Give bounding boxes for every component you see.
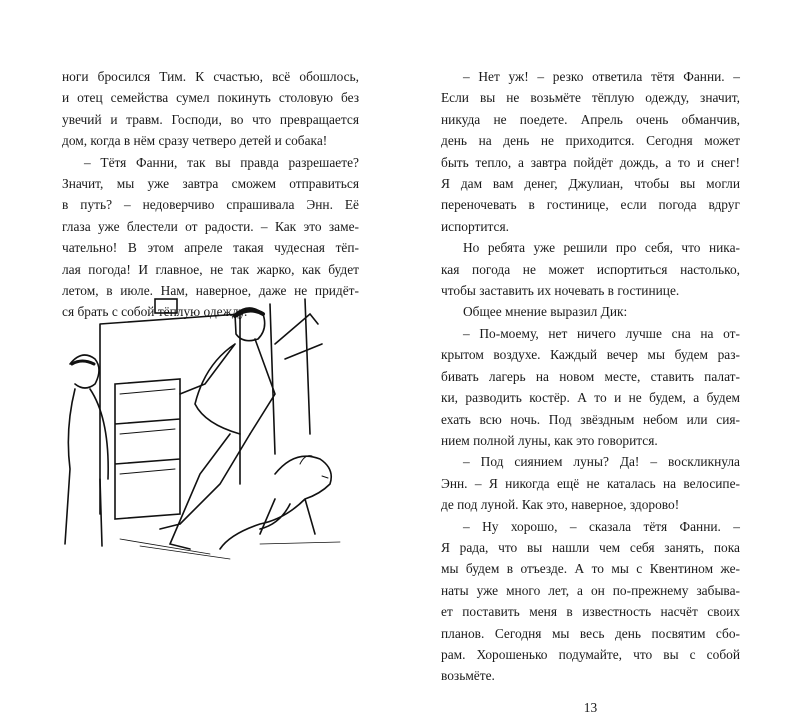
text-line: ноги бросился Тим. К счастью, всё обошлось, (62, 69, 359, 84)
page-number: 13 (583, 699, 598, 715)
text-line: мы будем в отъезде. А то мы с Квентином же- (441, 561, 740, 577)
right-page-text (441, 66, 740, 687)
text-line: быть тепло, а завтра пойдёт дождь, а то и снег! (441, 154, 740, 170)
man-body (180, 339, 275, 434)
text-line: Если вы не возьмёте тёплую одежду, значит, (441, 90, 740, 106)
text-line: испортится. (441, 218, 509, 234)
paragraph (62, 66, 359, 152)
text-line: никуда не поедете. Апрель очень обманчив, (441, 111, 740, 127)
text-line: чательно! В этом апреле такая чудесная тёп- (62, 240, 359, 256)
door-sign (155, 299, 177, 313)
man-hair (235, 310, 263, 316)
paragraph (441, 66, 740, 237)
boy-hair (72, 361, 94, 364)
text-line: Я дам вам денег, Джулиан, чтобы вы могли (441, 176, 740, 192)
text-line: – Тётя Фанни, так вы правда разрешаете? (84, 154, 359, 170)
text-line: кая погода не может испортиться настолько, (441, 261, 740, 277)
text-line: ет поставить меня в известность насчёт своих (441, 604, 740, 620)
text-line: в путь? – недоверчиво спрашивала Энн. Её (62, 197, 359, 213)
text-line: бивать лагерь на новом месте, ставить палат- (441, 368, 740, 384)
floor-hatching (120, 539, 340, 559)
dog-figure (220, 456, 331, 549)
text-line: планов. Сегодня мы весь день посвятим сбо- (441, 625, 740, 641)
text-line: Значит, мы уже завтра сможем отправиться (62, 176, 359, 192)
text-line: возьмёте. (441, 668, 495, 684)
text-line: наты уже много лет, а он по-прежнему забыва- (441, 582, 740, 598)
text-line: лая погода! И главное, не так жарко, как будет (62, 261, 359, 277)
cabinet (115, 379, 180, 519)
text-line: Энн. – Я никогда ещё не каталась на велосипе- (441, 475, 740, 491)
text-line: чтобы заставить их ночевать в гостинице. (441, 283, 680, 299)
text-line: – Под сиянием луны? Да! – воскликнула (463, 454, 740, 470)
door-frame (100, 299, 310, 514)
text-line: нием полной луны, как это говорится. (441, 432, 658, 448)
paragraph (441, 451, 740, 515)
text-line: – Нет уж! – резко ответила тётя Фанни. – (463, 69, 740, 84)
text-line: ехать всю ночь. Под звёздным небом или сия- (441, 411, 740, 427)
text-line: день на день не приходится. Сегодня может (441, 133, 740, 149)
paragraph (441, 323, 740, 451)
text-line: рам. Хорошенько подумайте, что вы с собой (441, 646, 740, 662)
illustration (60, 284, 350, 564)
paragraph (441, 516, 740, 687)
right-page (441, 66, 740, 717)
text-line: ся брать с собой тёплую одежду. (62, 304, 248, 320)
text-line: Общее мнение выразил Дик: (463, 304, 628, 320)
text-line: Но ребята уже решили про себя, что ника- (463, 240, 740, 256)
paragraph (441, 237, 740, 301)
paragraph (441, 301, 740, 322)
text-line: ки, разводить костёр. А то и не будем, а будем (441, 390, 740, 406)
text-line: – Ну хорошо, – сказала тётя Фанни. – (463, 518, 740, 534)
text-line: – По-моему, нет ничего лучше сна на от- (463, 325, 740, 341)
dog-details (300, 456, 328, 478)
boy-figure (65, 355, 108, 546)
text-line: дом, когда в нём сразу четверо детей и собака! (62, 133, 328, 149)
text-line: глаза уже блестели от радости. – Как это заме- (62, 218, 359, 234)
text-line: Я рада, что вы нашли чем себя занять, пока (441, 539, 740, 555)
text-line: летом, в июле. Нам, наверное, даже не придёт- (62, 283, 359, 299)
text-line: крытом воздухе. Каждый вечер мы будем раз- (441, 347, 740, 363)
text-line: увечий и травм. Господи, во что превращается (62, 111, 359, 127)
text-line: де под луной. Как это, наверное, здорово! (441, 497, 680, 513)
man-legs (160, 434, 250, 549)
text-line: переночевать в гостинице, если погода вдруг (441, 197, 740, 213)
text-line: и отец семейства сумел покинуть столовую без (62, 90, 359, 106)
man-arm (275, 314, 322, 359)
